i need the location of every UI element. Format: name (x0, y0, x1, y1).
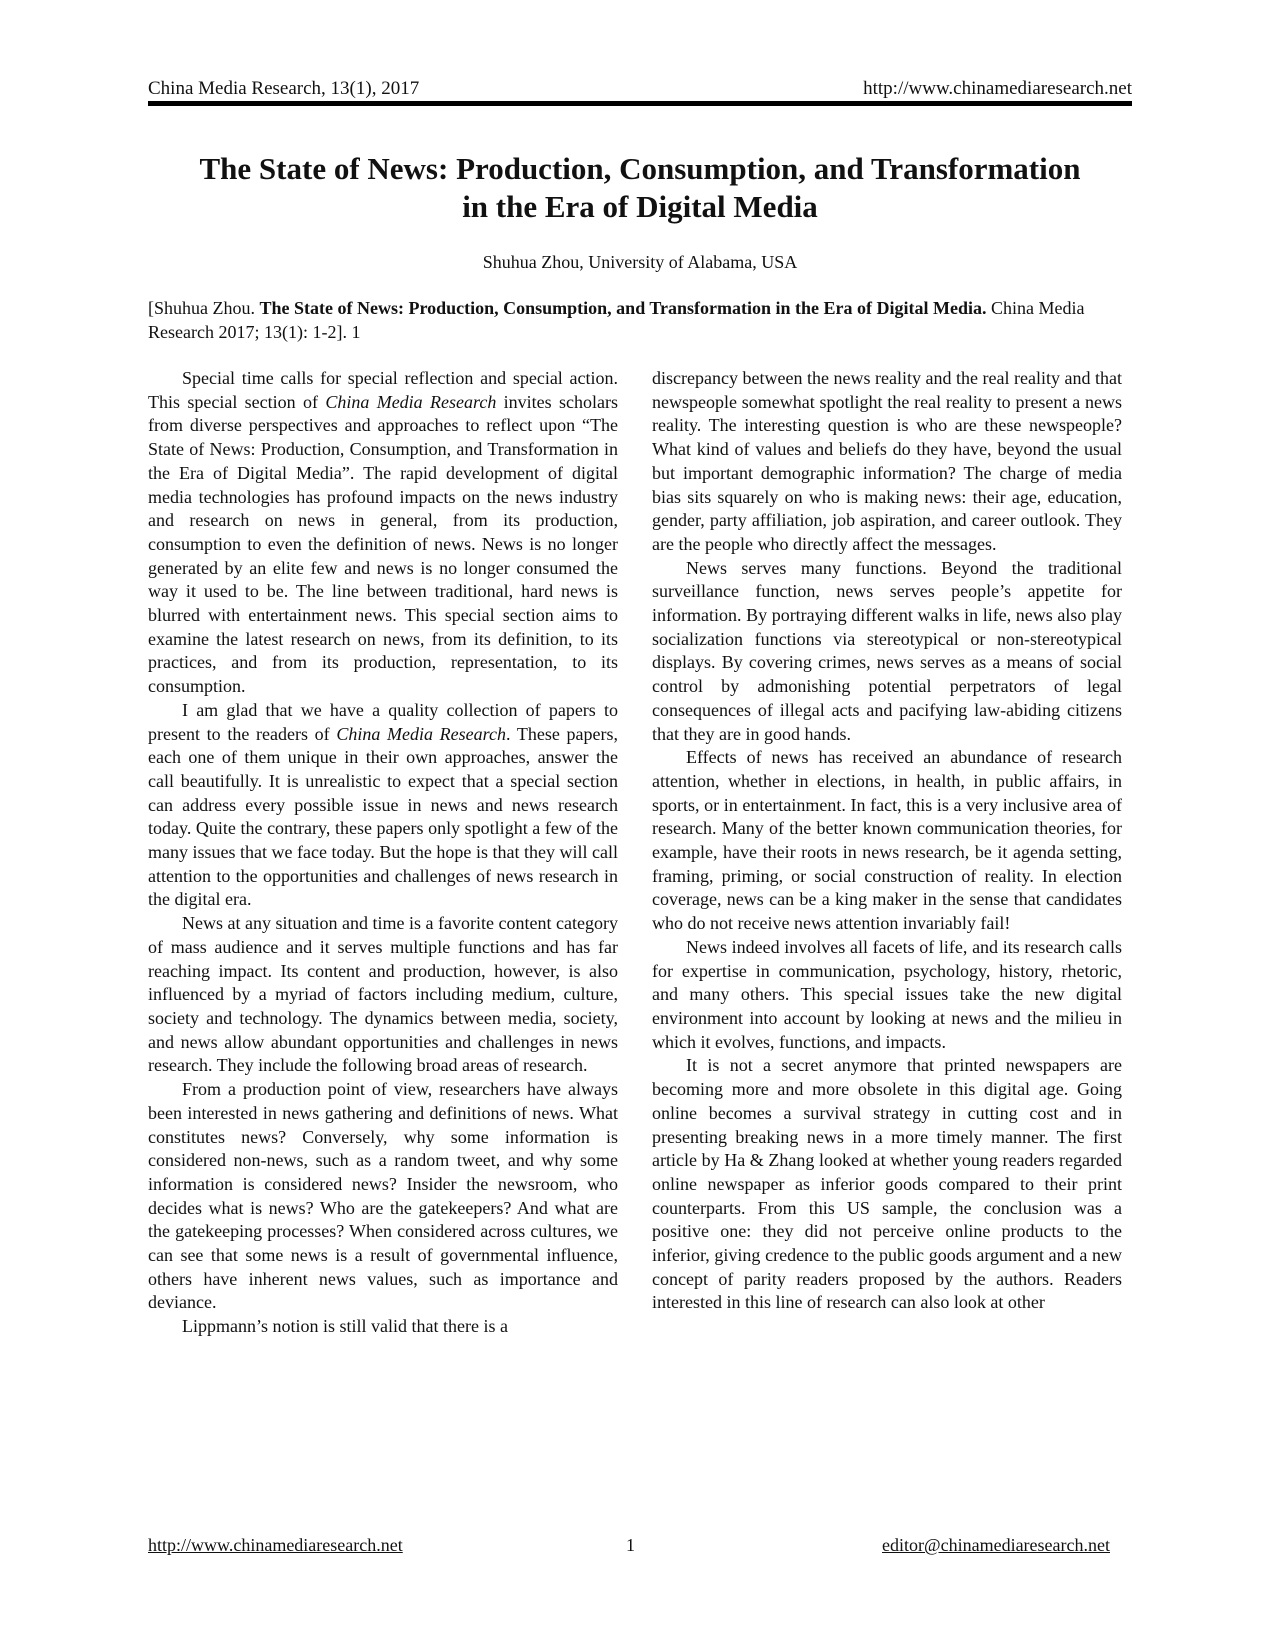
citation (148, 296, 1132, 344)
paragraph-1 (148, 367, 618, 699)
citation-prefix: [Shuhua Zhou. (148, 298, 260, 318)
citation-title: The State of News: Production, Consumption, and Transformation in the Era of Digital Media. (259, 298, 987, 318)
paragraph-5-continued: discrepancy between the news reality and the real reality and that newspeople somewhat spotlight the real reality to present a news reality. The interesting question is who are these newspeople? What kind of values and beliefs do they have, beyond the usual but important demographic information? The charge of media bias sits squarely on who is making news: their age, education, gender, party affiliation, job aspiration, and career outlook. They are the people who directly affect the messages. (652, 368, 1122, 554)
title-line-1: The State of News: Production, Consumption, and Transformation (199, 151, 1081, 186)
page-footer (148, 1532, 1110, 1558)
page-number: 1 (626, 1535, 635, 1555)
header-rule (148, 101, 1132, 106)
article-title (120, 150, 1160, 226)
footer-url-link[interactable]: http://www.chinamediaresearch.net (148, 1535, 403, 1555)
running-header (148, 76, 1132, 102)
paragraph-2 (148, 699, 618, 912)
title-line-2: in the Era of Digital Media (462, 189, 818, 224)
journal-name-italic: China Media Research (325, 391, 497, 412)
paragraph-3: News at any situation and time is a favorite content category of mass audience and it serves multiple functions and has far reaching impact. Its content and production, however, is also influenced by a myriad of factors including medium, culture, society and technology. The dynamics between media, society, and news allow abundant opportunities and challenges in news research. They include the following broad areas of research. (148, 913, 618, 1076)
paragraph-6: News serves many functions. Beyond the traditional surveillance function, news serves people’s appetite for information. By portraying different walks in life, news also play socialization functions via stereotypical or non-stereotypical displays. By covering crimes, news serves as a means of social control by admonishing potential perpetrators of legal consequences of illegal acts and pacifying law-abiding citizens that they are in good hands. (652, 557, 1122, 744)
footer-email-link[interactable]: editor@chinamediaresearch.net (882, 1535, 1110, 1555)
paragraph-4: From a production point of view, researchers have always been interested in news gathering and definitions of news. What constitutes news? Conversely, why some information is considered non-news, such as a random tweet, and why some information is considered news? Insider the newsroom, who decides what is news? Who are the gatekeepers? And what are the gatekeeping processes? When considered across cultures, we can see that some news is a result of governmental influence, others have inherent news values, such as importance and deviance. (148, 1079, 618, 1313)
paragraph-1-b: invites scholars from diverse perspectives and approaches to reflect upon “The State of News: Production, Consumption, and Transformation in the Era of Digital Media”. The rapid development of digital media technologies has profound impacts on the news industry and research on news in general, from its production, consumption to even the definition of news. News is no longer generated by an elite few and news is no longer consumed the way it used to be. The line between traditional, hard news is blurred with entertainment news. This special section aims to examine the latest research on news, from its definition, to its practices, and from its production, representation, to its consumption. (148, 391, 618, 697)
paragraph-1-a: Special time calls for special reflection and special action. This special section of (148, 368, 618, 412)
left-column (148, 367, 618, 1339)
paragraph-2-a: I am glad that we have a quality collection of papers to present to the readers of (148, 699, 618, 744)
journal-name-italic: China Media Research (336, 723, 506, 744)
author-line: Shuhua Zhou, University of Alabama, USA (482, 252, 798, 272)
right-column (652, 367, 1122, 1315)
paragraph-5: Lippmann’s notion is still valid that there is a (182, 1316, 508, 1337)
paragraph-8: News indeed involves all facets of life, and its research calls for expertise in communication, psychology, history, rhetoric, and many others. This special issues take the new digital environment into account by looking at news and the milieu in which it evolves, functions, and impacts. (652, 936, 1122, 1052)
paragraph-2-b: . These papers, each one of them unique in their own approaches, answer the call beautifully. It is unrealistic to expect that a special section can address every possible issue in news and news research today. Quite the contrary, these papers only spotlight a few of the many issues that we face today. But the hope is that they will call attention to the opportunities and challenges of news research in the digital era. (148, 723, 618, 910)
journal-url[interactable]: http://www.chinamediaresearch.net (863, 78, 1132, 99)
paragraph-7: Effects of news has received an abundance of research attention, whether in elections, in health, in public affairs, in sports, or in entertainment. In fact, this is a very inclusive area of research. Many of the better known communication theories, for example, have their roots in news research, be it agenda setting, framing, priming, or social construction of reality. In election coverage, news can be a king maker in the sense that candidates who do not receive news attention invariably fail! (652, 747, 1122, 934)
journal-issue: China Media Research, 13(1), 2017 (148, 78, 420, 99)
citation-suffix: China Media Research 2017; 13(1): 1-2]. 1 (148, 298, 1085, 342)
paragraph-9: It is not a secret anymore that printed newspapers are becoming more and more obsolete in this digital age. Going online becomes a survival strategy in cutting cost and in presenting breaking news in a more timely manner. The first article by Ha & Zhang looked at whether young readers regarded online newspaper as inferior goods compared to their print counterparts. From this US sample, the conclusion was a positive one: they did not perceive online products to the inferior, giving credence to the public goods argument and a new concept of parity readers proposed by the authors. Readers interested in this line of research can also look at other (652, 1055, 1122, 1313)
